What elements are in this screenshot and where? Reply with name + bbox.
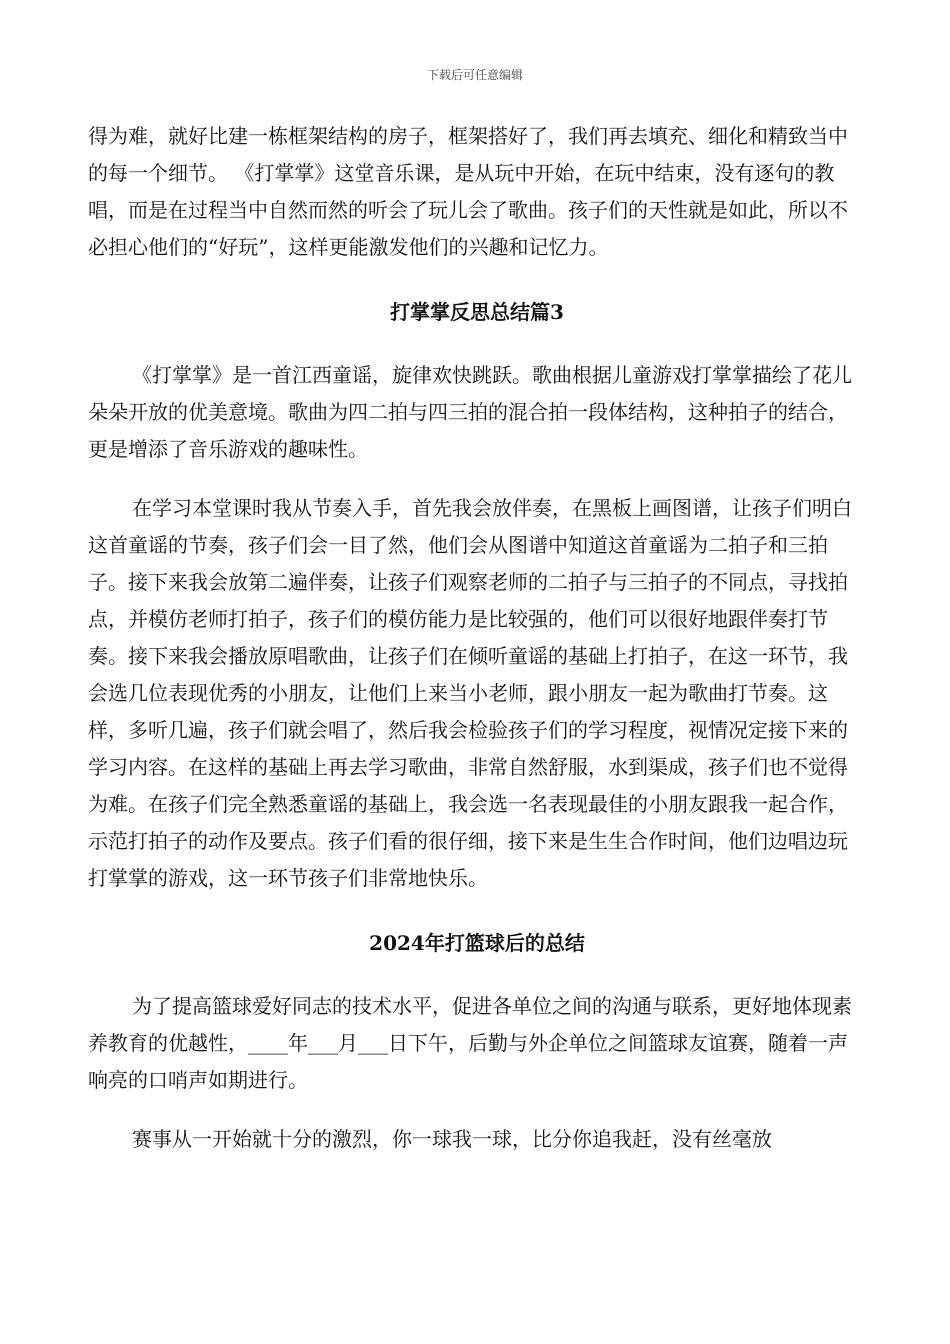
paragraph: 得为难，就好比建一栋框架结构的房子，框架搭好了，我们再去填充、细化和精致当中的每一个细节。 《打掌掌》这堂音乐课，是从玩中开始，在玩中结束，没有逐句的教唱，而是在过程当中自然而然的听会了玩儿会了歌曲。孩子们的天性就是如此，所以不必担心他们的“好玩”，这样更能激发他们的兴趣和记忆力。	[88, 124, 848, 259]
section-heading: 打掌掌反思总结篇3	[390, 300, 564, 324]
page-header: 下载后可任意编辑	[426, 68, 523, 82]
paragraph: 赛事从一开始就十分的激烈，你一球我一球，比分你追我赶，没有丝毫放	[132, 1127, 772, 1151]
paragraph: 《打掌掌》是一首江西童谣，旋律欢快跳跃。歌曲根据儿童游戏打掌掌描绘了花儿朵朵开放的优美意境。歌曲为四二拍与四三拍的混合拍一段体结构，这种拍子的结合，更是增添了音乐游戏的趣味性。	[88, 363, 852, 461]
section-heading: 2024年打篮球后的总结	[369, 931, 585, 955]
paragraph: 为了提高篮球爱好同志的技术水平，促进各单位之间的沟通与联系，更好地体现素养教育的优越性，____年___月___日下午，后勤与外企单位之间篮球友谊赛，随着一声响亮的口哨声如期进行。	[88, 994, 852, 1092]
paragraph: 在学习本堂课时我从节奏入手，首先我会放伴奏，在黑板上画图谱，让孩子们明白这首童谣的节奏，孩子们会一目了然，他们会从图谱中知道这首童谣为二拍子和三拍子。接下来我会放第二遍伴奏，让孩子们观察老师的二拍子与三拍子的不同点，寻找拍点，并模仿老师打拍子，孩子们的模仿能力是比较强的，他们可以很好地跟伴奏打节奏。接下来我会播放原唱歌曲，让孩子们在倾听童谣的基础上打拍子，在这一环节，我会选几位表现优秀的小朋友，让他们上来当小老师，跟小朋友一起为歌曲打节奏。这样，多听几遍，孩子们就会唱了，然后我会检验孩子们的学习程度，视情况定接下来的学习内容。在这样的基础上再去学习歌曲，非常自然舒服，水到渠成，孩子们也不觉得为难。在孩子们完全熟悉童谣的基础上，我会选一名表现最佳的小朋友跟我一起合作，示范打拍子的动作及要点。孩子们看的很仔细，接下来是生生合作时间，他们边唱边玩打掌掌的游戏，这一环节孩子们非常地快乐。	[88, 496, 852, 890]
document-body	[88, 118, 866, 1158]
